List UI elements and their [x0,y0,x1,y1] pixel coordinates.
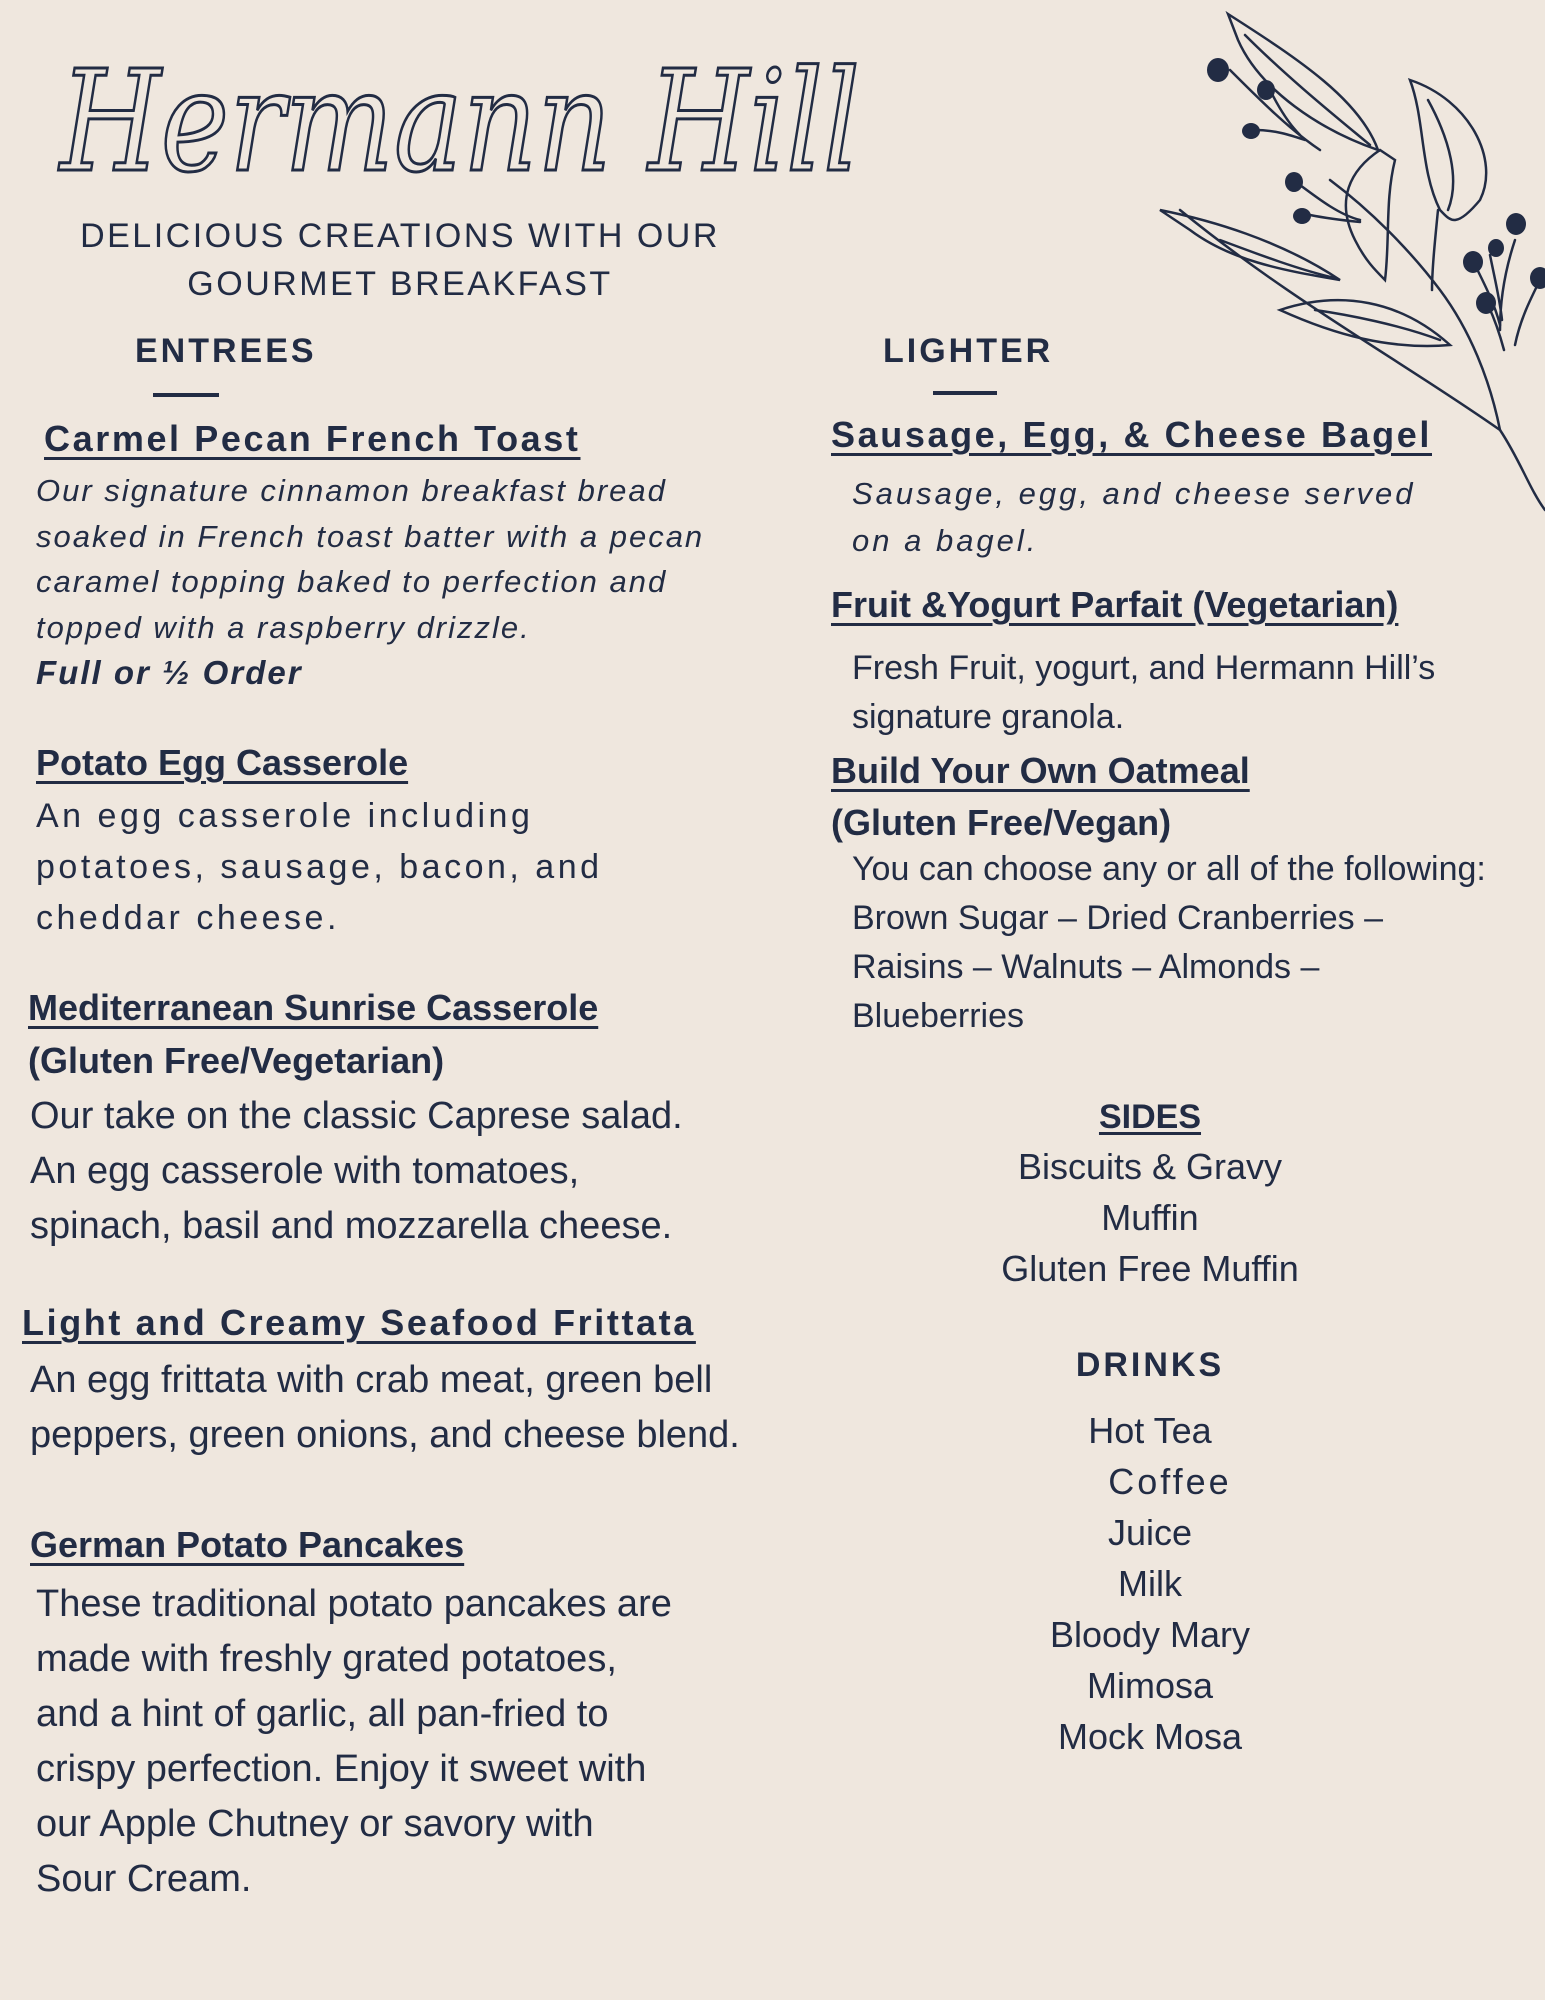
drinks-heading: DRINKS [1075,1346,1225,1384]
sides-heading: SIDES [1098,1098,1202,1136]
desc-line: caramel topping baked to perfection and [36,564,668,599]
tagline [60,212,740,308]
desc-line: on a bagel. [852,523,1039,558]
desc-line: Sausage, egg, and cheese served [852,476,1416,511]
desc-line: potatoes, sausage, bacon, and [36,848,603,886]
entree-desc-seafood-frittata [30,1353,810,1463]
entree-title-german-potato-pancakes: German Potato Pancakes [30,1524,465,1565]
entree-dietary-mediterranean: (Gluten Free/Vegetarian) [28,1040,445,1081]
order-size-note: Full or ½ Order [36,654,303,691]
desc-line: Blueberries [852,997,1024,1035]
drink-item: Mimosa [1086,1665,1214,1706]
side-item: Muffin [1101,1197,1199,1238]
desc-line: An egg frittata with crab meat, green bell [30,1359,713,1401]
drink-item: Milk [1118,1563,1182,1604]
brand-name: Hermann Hill [57,41,860,204]
desc-line: our Apple Chutney or savory with [36,1803,594,1845]
desc-line: Raisins – Walnuts – Almonds – [852,948,1320,986]
desc-line: peppers, green onions, and cheese blend. [30,1414,740,1456]
entree-desc-french-toast [36,468,806,650]
lighter-title-parfait: Fruit &Yogurt Parfait (Vegetarian) [831,584,1399,625]
sides-section [900,1098,1400,1294]
brand-logo [40,20,880,220]
drink-item: Hot Tea [1088,1410,1212,1451]
entree-desc-mediterranean-casserole [30,1089,790,1254]
entrees-heading: ENTREES [135,332,317,370]
desc-line: topped with a raspberry drizzle. [36,609,531,645]
lighter-title-oatmeal: Build Your Own Oatmeal [831,750,1250,791]
desc-line: crispy perfection. Enjoy it sweet with [36,1748,647,1790]
entree-desc-german-potato-pancakes [36,1577,816,1907]
desc-line: An egg casserole including [36,797,534,835]
desc-line: Our signature cinnamon breakfast bread [36,473,667,508]
drinks-section [900,1346,1400,1762]
tagline-line-2: GOURMET BREAKFAST [187,265,613,303]
desc-line: made with freshly grated potatoes, [36,1638,617,1680]
lighter-heading: LIGHTER [883,332,1054,370]
desc-line: Brown Sugar – Dried Cranberries – [852,899,1384,937]
entree-title-mediterranean-casserole: Mediterranean Sunrise Casserole [28,987,599,1028]
lighter-desc-parfait [852,644,1532,742]
entree-title-potato-egg-casserole: Potato Egg Casserole [36,742,409,783]
desc-line: These traditional potato pancakes are [36,1583,672,1625]
lighter-title-bagel: Sausage, Egg, & Cheese Bagel [831,414,1432,455]
tagline-line-1: DELICIOUS CREATIONS WITH OUR [80,217,720,255]
desc-line: signature granola. [852,698,1125,736]
lighter-desc-oatmeal [852,845,1542,1041]
lighter-dietary-oatmeal: (Gluten Free/Vegan) [831,802,1172,843]
desc-line: Sour Cream. [36,1858,252,1900]
side-item: Biscuits & Gravy [1017,1146,1283,1187]
drink-item: Bloody Mary [1049,1614,1251,1655]
drink-item: Coffee [1108,1461,1232,1502]
lighter-desc-bagel [852,470,1452,564]
entree-title-french-toast: Carmel Pecan French Toast [44,418,581,459]
lighter-divider [933,391,997,395]
desc-line: Fresh Fruit, yogurt, and Hermann Hill’s [852,649,1436,687]
desc-line: soaked in French toast batter with a pecan [36,518,705,554]
drink-item: Mock Mosa [1057,1716,1243,1757]
desc-line: cheddar cheese. [36,899,340,937]
drink-item: Juice [1107,1512,1193,1553]
desc-line: An egg casserole with tomatoes, [30,1150,580,1192]
entree-title-seafood-frittata: Light and Creamy Seafood Frittata [22,1302,696,1343]
entree-desc-potato-egg-casserole [36,791,736,944]
entrees-divider [153,393,219,397]
drinks-list [900,1405,1400,1762]
desc-line: spinach, basil and mozzarella cheese. [30,1205,673,1247]
desc-line: and a hint of garlic, all pan-fried to [36,1693,609,1735]
desc-line: You can choose any or all of the following: [852,850,1486,888]
sides-list [900,1141,1400,1294]
side-item: Gluten Free Muffin [1001,1248,1299,1289]
desc-line: Our take on the classic Caprese salad. [30,1095,683,1137]
